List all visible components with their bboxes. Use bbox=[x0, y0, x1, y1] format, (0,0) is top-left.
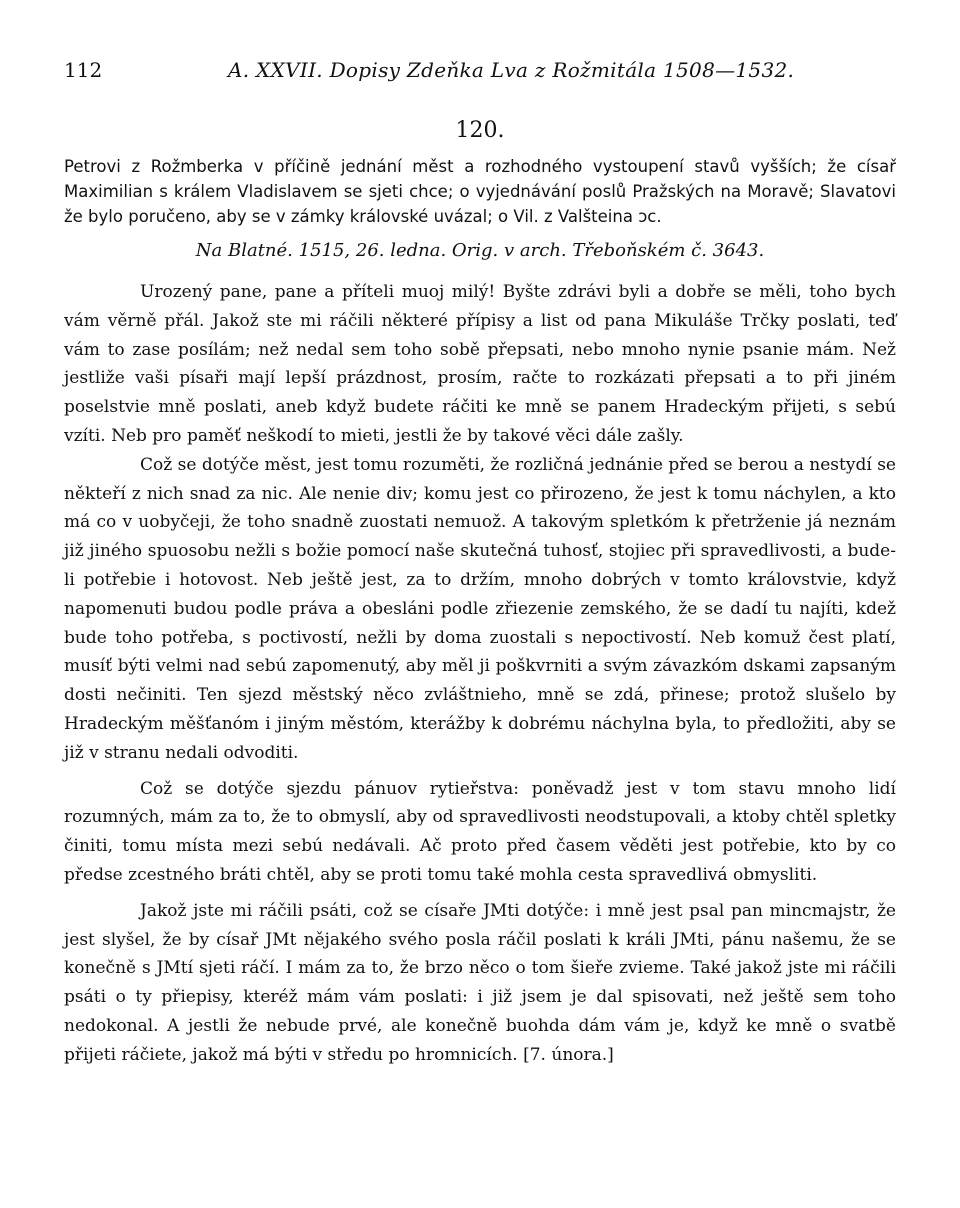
page-number: 112 bbox=[64, 58, 103, 82]
document-number: 120. bbox=[455, 118, 505, 143]
document-dating: Na Blatné. 1515, 26. ledna. Orig. v arch. Třeboňském č. 3643. bbox=[195, 240, 765, 261]
paragraph: Urozený pane, pane a příteli muoj milý! Byšte zdrávi byli a dobře se měli, toho bych vám věrně přál. Jakož ste mi ráčili některé přípisy a list od pana Mikuláše Trčky poslati, teď vám to zase posílám; než nedal sem toho sobě přepsati, nebo mnoho nynie psanie mám. Než jestliže vaši písaři mají lepší prázdnost, prosím, račte to rozkázati přepsati a to při jiném poselstvie mně poslati, aneb když budete ráčiti ke mně se panem Hradeckým přijeti, s sebú vzíti. Neb pro paměť neškodí to mieti, jestli že by takové věci dále zašly. bbox=[64, 282, 896, 446]
letter-body bbox=[64, 278, 896, 1070]
running-header bbox=[64, 58, 896, 86]
running-title: A. XXVII. Dopisy Zdeňka Lva z Rožmitála 1508—1532. bbox=[228, 58, 795, 82]
paragraph: Což se dotýče sjezdu pánuov rytieřstva: poněvadž jest v tom stavu mnoho lidí rozumných, mám za to, že to obmyslí, aby od spravedlivosti neodstupovali, a ktoby chtěl spletky činiti, tomu místa mezi sebú nedávali. Ač proto před časem věděti jest potřebie, kto by co předse zcestného bráti chtěl, aby se proti tomu také mohla cesta spravedlivá obmysliti. bbox=[64, 778, 896, 885]
paragraph: Což se dotýče měst, jest tomu rozuměti, že rozličná jednánie před se berou a nestydí se někteří z nich snad za nic. Ale nenie div; komu jest co přirozeno, že jest k tomu náchylen, a kto má co v uobyčeji, že toho snadně zuostati nemuož. A takovým spletkóm k přetrženie já neznám již jiného spuosobu nežli s božie pomocí naše skutečná tuhosť, stojiec při spravedlivosti, a bude-li potřebie i hotovost. Neb ještě jest, za to držím, mnoho dobrých v tomto královstvie, když napomenuti budou podle práva a obesláni podle zřiezenie zemského, že se dadí tu najíti, kdež bude toho potřeba, s poctivostí, nežli by doma zuostali s nepoctivostí. Neb komuž čest platí, musíť býti velmi nad sebú zapomenutý, aby měl ji poškvrniti a svým závazkóm dskami zapsaným dosti nečiniti. Ten sjezd městský něco zvláštnieho, mně se zdá, přinese; protož slušelo by Hradeckým měšťanóm i jiným městóm, kterážby k dobrému náchylna byla, to předložiti, aby se již v stranu nedali odvoditi. bbox=[64, 454, 896, 763]
paragraph: Jakož jste mi ráčili psáti, což se císaře JMti dotýče: i mně jest psal pan mincmajstr, že jest slyšel, že by císař JMt nějakého svého posla ráčil poslati k králi JMti, pánu našemu, že se konečně s JMtí sjeti ráčí. I mám za to, že brzo něco o tom šieře zvieme. Také jakož jste mi ráčili psáti o ty přiepisy, kteréž mám vám poslati: i již jsem je dal spisovati, než ještě sem toho nedokonal. A jestli že nebude prvé, ale konečně buohda dám vám je, když ke mně o svatbě přijeti ráčiete, jakož má býti v středu po hromnicích. [7. února.] bbox=[64, 900, 896, 1065]
document-summary: Petrovi z Rožmberka v příčině jednání měst a rozhodného vystoupení stavů vyšších; že císař Maximilian s králem Vladislavem se sjeti chce; o vyjednávání poslů Pražských na Moravě; Slavatovi že bylo poručeno, aby se v zámky královské uvázal; o Vil. z Valšteina ɔc. bbox=[64, 157, 896, 226]
